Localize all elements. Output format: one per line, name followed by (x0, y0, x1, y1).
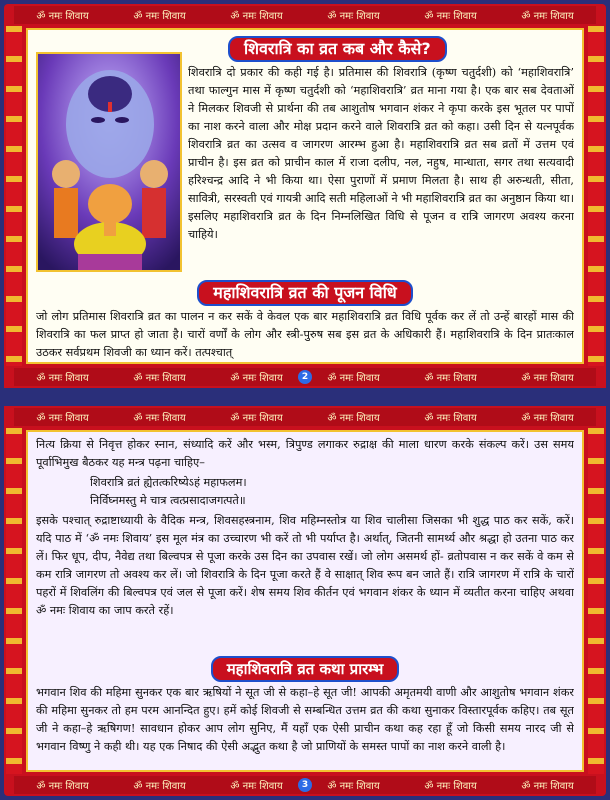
chant-text: ॐ नमः शिवाय (133, 781, 186, 792)
chant-text: ॐ नमः शिवाय (327, 11, 380, 22)
chant-text: ॐ नमः शिवाय (230, 781, 283, 792)
lamp-border-left (6, 26, 22, 366)
chant-text: ॐ नमः शिवाय (327, 413, 380, 424)
page-3-content (26, 430, 584, 772)
katha-heading-wrap (36, 656, 574, 682)
page-title: शिवरात्रि का व्रत कब और कैसे? (228, 36, 447, 62)
chant-text: ॐ नमः शिवाय (521, 413, 574, 424)
shiva-ganesha-illustration (36, 52, 182, 272)
chant-text: ॐ नमः शिवाय (327, 781, 380, 792)
chant-text: ॐ नमः शिवाय (424, 373, 477, 384)
chant-text: ॐ नमः शिवाय (36, 373, 89, 384)
chant-text: ॐ नमः शिवाय (230, 373, 283, 384)
chant-text: ॐ नमः शिवाय (36, 781, 89, 792)
continuation-block (36, 436, 574, 638)
page-number-3: 3 (298, 778, 312, 792)
deity-image (38, 54, 180, 270)
chant-text: ॐ नमः शिवाय (133, 373, 186, 384)
chant-border-top-2 (14, 408, 596, 426)
chant-border-top (14, 6, 596, 24)
page-number-2: 2 (298, 370, 312, 384)
chant-text: ॐ नमः शिवाय (521, 373, 574, 384)
vidhi-block (36, 308, 574, 362)
katha-paragraph: भगवान शिव की महिमा सुनकर एक बार ऋषियों ने सूत जी से कहा–हे सूत जी! आपकी अमृतमयी वाणी और आशुतोष भगवान शंकर की महिमा सुनकर तो हम परम आनन्दित हुए। हमें कोई शिवजी से सम्बन्धित उत्तम व्रत की कथा सुनाकर विस्तारपूर्वक कहिए। तब सूत जी ने कहा–हे ऋषिगण! सावधान होकर आप लोग सुनिए, मैं यहाँ एक ऐसी प्राचीन कथा कह रहा हूँ जो किसी समय नारद जी से भगवान विष्णु ने कही थी। यह एक निषाद की ऐसी अद्भुत कथा है जो प्राणियों के समस्त पापों का नाश करने वाली है। (36, 686, 574, 753)
chant-text: ॐ नमः शिवाय (521, 781, 574, 792)
after-mantra-paragraph: इसके पश्चात् रुद्राष्टाध्यायी के वैदिक मन्त्र, शिवसहस्त्रनाम, शिव महिम्नस्तोत्र या शिव चालीसा जिसका भी शुद्ध पाठ कर सकें, करें। यदि पाठ में ‘ॐ नमः शिवाय’ इस मूल मंत्र का उच्चारण भी करें तो भी पर्याप्त है। अर्थात्, जितनी सामर्थ्य और श्रद्धा हो उतना पाठ कर लें। फिर धूप, दीप, नैवेद्य तथा बिल्वपत्र से पूजा करके उस दिन का उपवास रखें। जो लोग असमर्थ हों- व्रतोपवास न कर सकें वे कम से कम रात्रि जागरण तो अवश्य कर लें। जो शिवरात्रि के दिन पूजा करते हैं वे साक्षात् शिव रूप बन जाते हैं। रात्रि जागरण में रात्रि के चारों पहरों में शिवलिंग की बिल्वपत्र एवं जल से पूजा करें। शेष समय शिव कीर्तन एवं भगवान शंकर के ध्यान में व्यतीत करना चाहिए अथवा ॐ नमः शिवाय का जाप करते रहें। (36, 514, 574, 617)
intro-block-right (188, 64, 574, 246)
chant-text: ॐ नमः शिवाय (424, 413, 477, 424)
subtitle-wrap (36, 280, 574, 306)
mantra-line-2: निर्विघ्नमस्तु मे चात्र त्वत्प्रसादाजगत्पते॥ (90, 494, 246, 507)
chant-text: ॐ नमः शिवाय (133, 413, 186, 424)
section-heading-pujan-vidhi: महाशिवरात्रि व्रत की पूजन विधि (197, 280, 412, 306)
lamp-border-left-2 (6, 428, 22, 774)
lamp-border-right (588, 26, 604, 366)
page-2-content (26, 28, 584, 364)
katha-block (36, 684, 574, 772)
intro-paragraph: शिवरात्रि दो प्रकार की कही गई है। प्रतिमास की शिवरात्रि (कृष्ण चतुर्दशी) को ‘महाशिवरात्रि’ तथा फाल्गुन मास में कृष्ण चतुर्दशी को ‘महाशिवरात्रि’ व्रत माना गया है। एक बार सब देवताओं ने मिलकर शिवजी से प्रार्थना की तब आशुतोष भगवान शंकर ने कृपा करके इस भूतल पर पापों का नाश करने वाला और मोक्ष प्रदान करने वाले शिवरात्रि व्रत को कहा। उसी दिन से यत्नपूर्वक शिवरात्रि व्रत का उत्सव व जागरण आरम्भ हुआ है। महाशिवरात्रि व्रत सब व्रतों में उत्तम एवं प्राचीन है। इस व्रत को प्राचीन काल में राजा दलीप, नल, नहुष, मान्धाता, सगर तथा सत्यवादी हरिश्चन्द्र आदि ने भी किया था। ऐसा पुराणों में प्रमाण मिलता है। साथ ही अरुन्धती, सीता, सावित्री, सरस्वती एवं गायत्री आदि सती महिलाओं ने भी महाशिवरात्रि व्रत का अनुष्ठान किया था। इसलिए महाशिवरात्रि व्रत के दिन निम्नलिखित विधि से पूजन व रात्रि जागरण अवश्य करना चाहिये। (188, 66, 574, 241)
chant-text: ॐ नमः शिवाय (133, 11, 186, 22)
continuation-paragraph: नित्य क्रिया से निवृत्त होकर स्नान, संध्यादि करें और भस्म, त्रिपुण्ड लगाकर रुद्राक्ष की माला धारण करके संकल्प करें। उस समय पूर्वाभिमुख बैठकर यह मन्त्र पढ़ना चाहिए– (36, 438, 574, 469)
chant-text: ॐ नमः शिवाय (424, 11, 477, 22)
title-wrap (228, 36, 447, 62)
mantra-line-1: शिवरात्रि व्रतं ह्येतत्करिष्येऽहं महाफलम। (90, 476, 247, 489)
lamp-border-right-2 (588, 428, 604, 774)
chant-text: ॐ नमः शिवाय (36, 11, 89, 22)
chant-text: ॐ नमः शिवाय (230, 413, 283, 424)
page-bottom (4, 406, 606, 796)
vidhi-paragraph: जो लोग प्रतिमास शिवरात्रि व्रत का पालन न कर सकें वे केवल एक बार महाशिवरात्रि व्रत विधि पूर्वक कर लें तो उन्हें बारहों मास की शिवरात्रि का फल प्राप्त हो जाता है। चारों वर्णों के लोग और स्त्री-पुरुष सब इस व्रत के अधिकारी हैं। महाशिवरात्रि के दिन प्रातःकाल उठकर सर्वप्रथम शिवजी का ध्यान करें। तत्पश्चात् (36, 310, 574, 359)
chant-text: ॐ नमः शिवाय (521, 11, 574, 22)
chant-text: ॐ नमः शिवाय (327, 373, 380, 384)
chant-text: ॐ नमः शिवाय (424, 781, 477, 792)
page-top (4, 4, 606, 388)
section-heading-katha: महाशिवरात्रि व्रत कथा प्रारम्भ (211, 656, 400, 682)
chant-text: ॐ नमः शिवाय (36, 413, 89, 424)
chant-text: ॐ नमः शिवाय (230, 11, 283, 22)
page-gap (0, 388, 610, 406)
